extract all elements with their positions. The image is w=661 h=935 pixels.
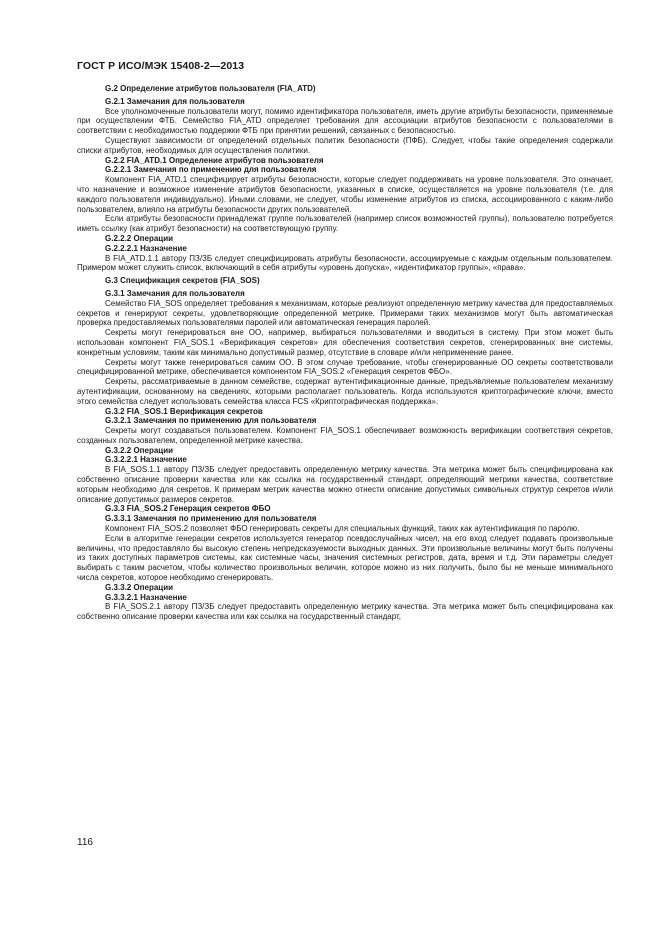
paragraph: Существуют зависимости от определений отдельных политик безопасности (ПФБ). Следует, чтобы такие определения содержали списки атрибутов, необходимых для осуществления политики. [77, 135, 613, 155]
paragraph: В FIA_SOS.1.1 автору ПЗ/ЗБ следует предоставить определенную метрику качества. Эта метрика может быть специфицирована как собственно описание проверки качества или как ссылка на государственный стандарт, определяющий метрики качества, соответствие которым необходимо для секретов. К примерам метрик качества можно отнести описание допустимых символьных структур секретов и/или описание допустимых размеров секретов. [77, 465, 613, 504]
paragraph: Компонент FIA_ATD.1 специфицирует атрибуты безопасности, которые следует поддерживать на уровне пользователя. Это означает, что назначение и возможное изменение атрибутов безопасности, указанных в списке, осуществляется на уровне пользователя (т.е. для каждого пользователя индивидуально). Иными словами, не следует, чтобы изменение атрибутов из списка, ассоциированного с каким-либо пользователем, влияло на атрибуты безопасности других пользователей. [77, 175, 613, 214]
subsection-heading: G.3.3.1 Замечания по применению для пользователя [105, 514, 317, 524]
section-heading: G.3 Спецификация секретов (FIA_SOS) [105, 276, 260, 286]
paragraph: В FIA_ATD.1.1 автору ПЗ/ЗБ следует специфицировать атрибуты безопасности, ассоциируемые с каждым отдельным пользователем. Примером может служить список, включающий в себя атрибуты «уровень допуска», «идентификатор группы», «права». [77, 253, 613, 273]
paragraph: Секреты могут генерироваться вне ОО, например, выбираться пользователями и вводиться в систему. При этом может быть использован компонент FIA_SOS.1 «Верификация секретов» для обеспечения соответствия секретов, сгенерированных вне системы, конкретным условиям, таким как минимально допустимый размер, отсутствие в словаре и/или неприменение ранее. [77, 328, 613, 357]
section-heading: G.2 Определение атрибутов пользователя (FIA_ATD) [105, 84, 316, 93]
subsection-heading: G.2.2.2.1 Назначение [105, 243, 187, 253]
paragraph: Компонент FIA_SOS.2 позволяет ФБО генерировать секреты для специальных функций, таких как аутентификация по паролю. [105, 524, 580, 534]
document-header-title: ГОСТ Р ИСО/МЭК 15408-2—2013 [77, 60, 245, 72]
subsection-heading: G.3.3.2 Операции [105, 582, 174, 592]
subsection-heading: G.3.2.2 Операции [105, 445, 174, 455]
subsection-heading: G.2.2.2 Операции [105, 233, 174, 243]
document-body [77, 84, 613, 622]
paragraph: Семейство FIA_SOS определяет требования к механизмам, которые реализуют определенную метрику качества для предоставляемых секретов и генерируют секреты, удовлетворяющие определенной метрике. Примерами таких механизмов могут быть автоматическая проверка предоставляемых пользователями паролей или автоматическая генерация паролей. [77, 298, 613, 328]
subsection-heading: G.3.1 Замечания для пользователя [105, 288, 245, 298]
paragraph: Все уполномоченные пользователи могут, помимо идентификатора пользователя, иметь другие атрибуты безопасности, применяемые при осуществлении ФТБ. Семейство FIA_ATD определяет требования для ассоциации атрибутов безопасности с пользователями в соответствии с необходимостью поддержки ФТБ при принятии решений, связанных с безопасностью. [77, 106, 613, 136]
subsection-heading: G.3.2.1 Замечания по применению для пользователя [105, 416, 317, 426]
subsection-heading: G.2.2.1 Замечания по применению для пользователя [105, 165, 317, 175]
subsection-heading: G.3.3 FIA_SOS.2 Генерация секретов ФБО [105, 504, 271, 514]
subsection-heading: G.3.3.2.1 Назначение [105, 592, 187, 602]
paragraph: В FIA_SOS.2.1 автору ПЗ/ЗБ следует предоставить определенную метрику качества. Эта метрика может быть специфицирована как собственно описание проверки качества или как ссылка на государственный стандарт, [77, 602, 613, 622]
paragraph: Если в алгоритме генерации секретов используется генератор псевдослучайных чисел, на его вход следует подавать произвольные величины, что предоставляло бы высокую степень непредсказуемости выходных данных. Эти произвольные величины могут быть получены из таких доступных параметров системы, как системные часы, значения системных регистров, дата, время и т.д. Эти параметры следует выбирать с таким расчетом, чтобы количество произвольных величин, которое можно из них получить, было бы не меньше минимального числа секретов, которое необходимо сгенерировать. [77, 533, 613, 583]
paragraph: Секреты могут создаваться пользователем. Компонент FIA_SOS.1 обеспечивает возможность верификации соответствия секретов, созданных пользователем, определенной метрике качества. [77, 426, 613, 445]
subsection-heading: G.3.2 FIA_SOS.1 Верификация секретов [105, 406, 263, 416]
page-number: 116 [77, 837, 93, 848]
paragraph: Секреты, рассматриваемые в данном семействе, содержат аутентификационные данные, предъявляемые пользователем механизму аутентификации, основанному на сведениях, которыми располагает пользователь. Когда используются криптографические ключи, вместо этого семейства следует использовать семейства класса FCS «Криптографическая поддержка». [77, 377, 613, 406]
subsection-heading: G.3.2.2.1 Назначение [105, 455, 187, 465]
subsection-heading: G.2.2 FIA_ATD.1 Определение атрибутов пользователя [105, 155, 324, 165]
subsection-heading: G.2.1 Замечания для пользователя [105, 96, 245, 106]
paragraph: Если атрибуты безопасности принадлежат группе пользователей (например список возможностей группы), пользователю потребуется иметь ссылку (как атрибут безопасности) на соответствующую группу. [77, 214, 613, 234]
paragraph: Секреты могут также генерироваться самим ОО. В этом случае требование, чтобы сгенерированные ОО секреты соответствовали специфицированной метрике, обеспечивается компонентом FIA_SOS.2 «Генерация секретов ФБО». [77, 357, 613, 377]
